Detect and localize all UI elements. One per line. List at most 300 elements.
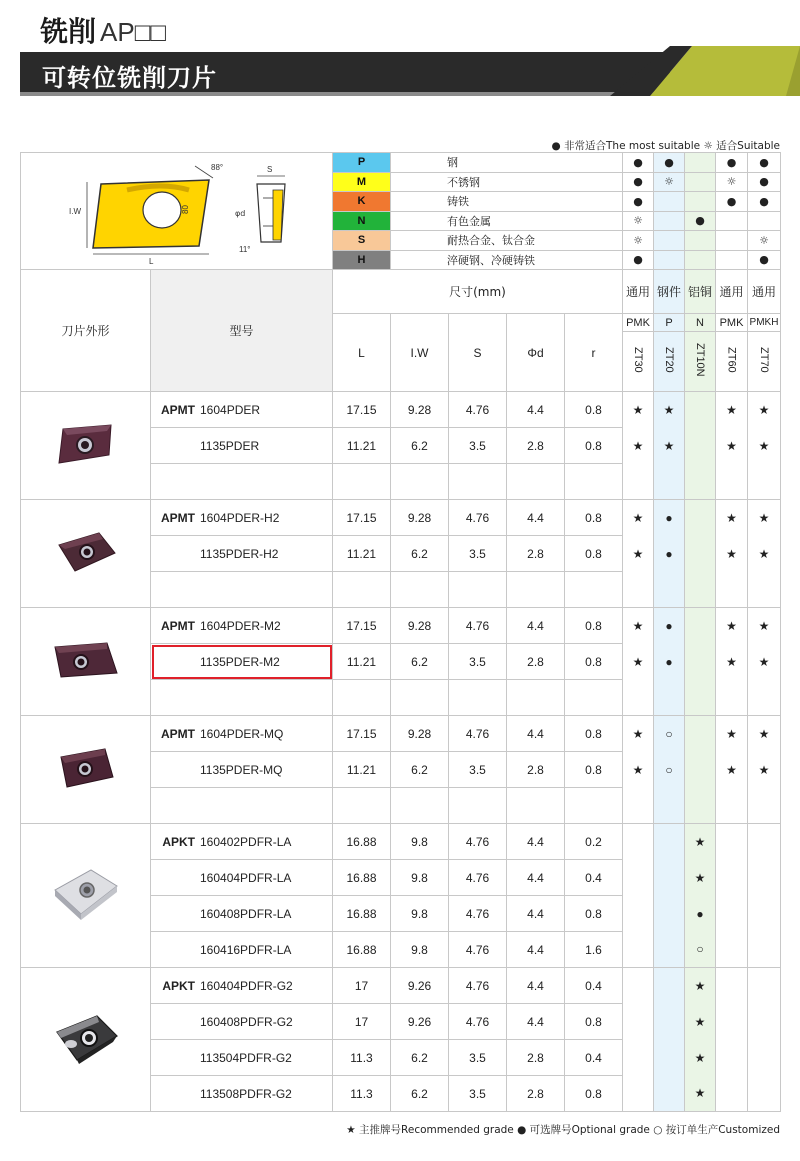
grade-mark — [685, 500, 716, 536]
model-name — [151, 824, 333, 860]
material-name: 铸铁 — [391, 192, 623, 212]
suitability-mark — [685, 153, 716, 173]
material-code: H — [333, 250, 391, 270]
dim-value: 9.8 — [391, 932, 449, 968]
dim-header-l: L — [333, 314, 391, 392]
material-name: 不锈钢 — [391, 172, 623, 192]
dim-value: 0.8 — [565, 896, 623, 932]
grade-mark — [685, 464, 716, 500]
insert-image — [21, 716, 151, 824]
grade-mark: ★ — [748, 428, 781, 464]
grade-mark — [623, 968, 654, 1004]
suitability-mark: ☼ — [623, 231, 654, 251]
title-cn: 铣削 — [40, 15, 97, 48]
dim-value: 1.6 — [565, 932, 623, 968]
dim-value: 3.5 — [449, 752, 507, 788]
insert-row — [21, 824, 781, 860]
dim-value: 0.8 — [565, 716, 623, 752]
model-name — [151, 716, 333, 752]
dim-value — [507, 464, 565, 500]
grade-mark: ★ — [623, 500, 654, 536]
grade-mark — [623, 788, 654, 824]
grade-mark — [716, 788, 748, 824]
suitability-mark — [654, 250, 685, 270]
dim-value: 11.21 — [333, 644, 391, 680]
grade-mark — [654, 860, 685, 896]
grade-mark: ★ — [623, 608, 654, 644]
model-name — [151, 608, 333, 644]
dim-value: 3.5 — [449, 428, 507, 464]
grade-mark — [654, 680, 685, 716]
model-name — [151, 1004, 333, 1040]
dim-value: 16.88 — [333, 860, 391, 896]
dim-value: 0.4 — [565, 968, 623, 1004]
dim-value: 16.88 — [333, 896, 391, 932]
material-row-p — [21, 153, 781, 173]
model-name — [151, 428, 333, 464]
dimensions-header: 尺寸(mm) — [333, 270, 623, 314]
dim-value: 4.4 — [507, 896, 565, 932]
dim-value — [565, 464, 623, 500]
grade-mark: ★ — [654, 428, 685, 464]
grade-mark: ★ — [748, 752, 781, 788]
grade-mark — [716, 464, 748, 500]
title-code: AP□□ — [100, 17, 167, 47]
dim-value: 6.2 — [391, 1076, 449, 1112]
grade-mark: ★ — [716, 752, 748, 788]
grade-mark — [623, 1004, 654, 1040]
model-prefix: APMT — [161, 510, 195, 525]
grade-mark: ★ — [685, 1004, 716, 1040]
grade-mark: ★ — [654, 392, 685, 428]
grade-mark: ★ — [748, 716, 781, 752]
grade-mark — [716, 932, 748, 968]
model-prefix: APKT — [162, 978, 195, 993]
dim-value: 0.8 — [565, 644, 623, 680]
dim-value — [333, 572, 391, 608]
dim-value: 0.8 — [565, 428, 623, 464]
model-prefix: APMT — [161, 726, 195, 741]
insert-diagram-cell — [21, 153, 333, 270]
dim-value: 17.15 — [333, 716, 391, 752]
grade-mark: ★ — [748, 392, 781, 428]
grade-type: 钢件 — [654, 270, 685, 314]
dim-value: 0.8 — [565, 1076, 623, 1112]
dim-80-label: 80 — [180, 204, 190, 214]
grade-mark: ● — [654, 608, 685, 644]
dim-value — [565, 572, 623, 608]
dim-value — [565, 680, 623, 716]
model-code: 160404PDFR-LA — [200, 870, 292, 885]
grade-mark: ★ — [748, 608, 781, 644]
grade-mark: ★ — [748, 644, 781, 680]
material-name: 钢 — [391, 153, 623, 173]
grade-mark — [685, 788, 716, 824]
dim-value: 9.26 — [391, 968, 449, 1004]
model-code: 160408PDFR-LA — [200, 906, 292, 921]
grade-mark — [685, 680, 716, 716]
dim-header-s: S — [449, 314, 507, 392]
dim-value: 4.4 — [507, 932, 565, 968]
dim-value: 9.28 — [391, 392, 449, 428]
dim-value: 0.4 — [565, 1040, 623, 1076]
grade-mark — [685, 716, 716, 752]
suitability-mark: ☼ — [716, 172, 748, 192]
grade-iso: PMK — [716, 314, 748, 332]
suitability-mark: ● — [623, 153, 654, 173]
grade-mark: ★ — [623, 536, 654, 572]
suitability-mark: ☼ — [623, 211, 654, 231]
grade-mark — [748, 824, 781, 860]
grade-mark — [716, 968, 748, 1004]
grade-mark — [716, 1076, 748, 1112]
dim-value: 4.76 — [449, 1004, 507, 1040]
grade-mark — [623, 860, 654, 896]
dim-value: 0.8 — [565, 536, 623, 572]
suitability-mark: ● — [748, 153, 781, 173]
model-name — [151, 464, 333, 500]
grade-mark — [716, 896, 748, 932]
material-code: N — [333, 211, 391, 231]
model-code: 1135PDER — [200, 438, 260, 453]
dim-value: 4.76 — [449, 824, 507, 860]
suitability-mark: ☼ — [748, 231, 781, 251]
grade-mark: ★ — [716, 536, 748, 572]
dim-value: 0.8 — [565, 1004, 623, 1040]
model-name — [151, 932, 333, 968]
dim-value: 4.76 — [449, 896, 507, 932]
suitability-mark — [654, 211, 685, 231]
grade-mark: ★ — [623, 716, 654, 752]
grade-mark: ★ — [685, 824, 716, 860]
dim-value: 11.21 — [333, 536, 391, 572]
grade-mark — [623, 464, 654, 500]
dim-value: 17.15 — [333, 500, 391, 536]
dim-value — [333, 788, 391, 824]
grade-mark — [654, 464, 685, 500]
grade-mark — [623, 896, 654, 932]
subtitle-bar — [20, 52, 670, 96]
model-code: 1604PDER — [200, 402, 261, 417]
dim-phid-label: φd — [234, 208, 245, 218]
model-name — [151, 572, 333, 608]
suitability-mark: ● — [623, 250, 654, 270]
model-code: 160404PDFR-G2 — [200, 978, 293, 993]
dim-value — [391, 572, 449, 608]
grade-mark — [748, 788, 781, 824]
grade-mark — [685, 392, 716, 428]
grade-mark: ○ — [654, 716, 685, 752]
suitability-mark — [685, 192, 716, 212]
grade-name: ZT70 — [748, 332, 781, 392]
grade-mark — [623, 932, 654, 968]
grade-mark — [685, 752, 716, 788]
model-code: 1135PDER-MQ — [200, 762, 283, 777]
grade-mark — [748, 572, 781, 608]
dim-value: 3.5 — [449, 1076, 507, 1112]
suitability-mark: ● — [748, 172, 781, 192]
material-code: M — [333, 172, 391, 192]
dim-header-r: r — [565, 314, 623, 392]
dim-value: 4.76 — [449, 968, 507, 1004]
grade-mark: ★ — [716, 644, 748, 680]
insert-row — [21, 500, 781, 536]
grade-mark: ★ — [685, 1076, 716, 1112]
model-name — [151, 500, 333, 536]
model-prefix: APMT — [161, 402, 195, 417]
grade-name: ZT20 — [654, 332, 685, 392]
grade-mark: ★ — [748, 500, 781, 536]
grade-mark — [748, 1076, 781, 1112]
grade-mark — [685, 536, 716, 572]
grade-mark — [654, 572, 685, 608]
grade-mark: ★ — [623, 428, 654, 464]
dim-value: 2.8 — [507, 1076, 565, 1112]
grade-mark — [654, 1004, 685, 1040]
grade-mark — [654, 1040, 685, 1076]
dim-value: 2.8 — [507, 536, 565, 572]
grade-mark — [716, 680, 748, 716]
grade-mark — [748, 1004, 781, 1040]
model-code: 1604PDER-MQ — [200, 726, 284, 741]
shape-header: 刀片外形 — [21, 270, 151, 392]
grade-mark: ★ — [716, 428, 748, 464]
grade-mark — [623, 824, 654, 860]
grade-type: 通用 — [623, 270, 654, 314]
grade-mark — [685, 572, 716, 608]
dim-value: 0.8 — [565, 608, 623, 644]
grade-mark — [748, 680, 781, 716]
dim-value: 3.5 — [449, 1040, 507, 1076]
suitability-mark — [748, 211, 781, 231]
dim-value: 6.2 — [391, 752, 449, 788]
dim-value: 6.2 — [391, 1040, 449, 1076]
grade-mark — [716, 1004, 748, 1040]
grade-mark: ● — [654, 500, 685, 536]
model-header: 型号 — [151, 270, 333, 392]
grade-mark — [748, 932, 781, 968]
grade-mark: ★ — [716, 608, 748, 644]
model-name — [151, 392, 333, 428]
material-code: P — [333, 153, 391, 173]
grade-name: ZT30 — [623, 332, 654, 392]
insert-image — [21, 968, 151, 1112]
subtitle: 可转位铣削刀片 — [42, 64, 217, 92]
suitability-mark — [685, 250, 716, 270]
subtitle-stripe — [20, 92, 670, 96]
grade-mark — [685, 428, 716, 464]
grade-mark — [748, 860, 781, 896]
model-name — [151, 1040, 333, 1076]
grade-mark: ★ — [685, 860, 716, 896]
dim-value: 2.8 — [507, 1040, 565, 1076]
grade-mark: ★ — [716, 500, 748, 536]
dim-header-d: Φd — [507, 314, 565, 392]
dim-value: 4.76 — [449, 716, 507, 752]
grade-iso: P — [654, 314, 685, 332]
grade-mark — [748, 1040, 781, 1076]
model-name — [151, 896, 333, 932]
dim-value: 17 — [333, 968, 391, 1004]
suitability-mark: ● — [716, 192, 748, 212]
model-name — [151, 536, 333, 572]
dim-value — [391, 788, 449, 824]
insert-image — [21, 608, 151, 716]
grade-mark — [654, 1076, 685, 1112]
dim-value: 4.4 — [507, 716, 565, 752]
dim-value: 9.28 — [391, 716, 449, 752]
grade-iso: N — [685, 314, 716, 332]
model-code: 1604PDER-M2 — [200, 618, 281, 633]
dim-l-label: L — [148, 256, 153, 266]
suitability-mark: ● — [623, 192, 654, 212]
grade-name: ZT10N — [685, 332, 716, 392]
suitability-mark — [685, 172, 716, 192]
grade-mark: ○ — [685, 932, 716, 968]
grade-mark: ★ — [685, 968, 716, 1004]
dim-value: 17.15 — [333, 392, 391, 428]
dim-value: 9.28 — [391, 500, 449, 536]
grade-mark: ★ — [623, 644, 654, 680]
dim-value: 4.4 — [507, 824, 565, 860]
model-prefix: APKT — [162, 834, 195, 849]
dim-value: 4.76 — [449, 932, 507, 968]
grade-mark — [716, 824, 748, 860]
model-name — [151, 680, 333, 716]
grade-legend: ★ 主推牌号Recommended grade ● 可选牌号Optional grade ○ 按订单生产Customized — [346, 1124, 780, 1136]
dim-value — [333, 464, 391, 500]
grade-mark — [748, 464, 781, 500]
dim-value — [507, 680, 565, 716]
dim-value: 17.15 — [333, 608, 391, 644]
dim-value — [507, 788, 565, 824]
material-name: 有色金属 — [391, 211, 623, 231]
grade-mark — [654, 968, 685, 1004]
dim-iw-label: I.W — [68, 206, 81, 216]
suitability-mark — [654, 192, 685, 212]
grade-mark: ● — [685, 896, 716, 932]
suitability-mark: ● — [654, 153, 685, 173]
grade-mark: ★ — [623, 392, 654, 428]
dim-value: 6.2 — [391, 644, 449, 680]
insert-image — [21, 500, 151, 608]
suitability-mark: ● — [748, 192, 781, 212]
dim-value: 9.8 — [391, 896, 449, 932]
suitability-mark: ● — [623, 172, 654, 192]
grade-mark — [716, 572, 748, 608]
grade-mark: ○ — [654, 752, 685, 788]
grade-mark — [654, 932, 685, 968]
model-code: 1135PDER-H2 — [200, 546, 279, 561]
dim-value — [449, 572, 507, 608]
dim-value: 0.2 — [565, 824, 623, 860]
header-row-1 — [21, 270, 781, 314]
dim-value: 16.88 — [333, 824, 391, 860]
grade-mark: ★ — [685, 1040, 716, 1076]
dim-value: 4.4 — [507, 500, 565, 536]
dim-value: 0.8 — [565, 752, 623, 788]
dim-value — [391, 680, 449, 716]
grade-mark — [623, 1040, 654, 1076]
model-name — [151, 1076, 333, 1112]
grade-type: 通用 — [748, 270, 781, 314]
grade-mark: ★ — [748, 536, 781, 572]
dim-value — [333, 680, 391, 716]
dim-header-iw: I.W — [391, 314, 449, 392]
material-code: S — [333, 231, 391, 251]
dim-value: 4.76 — [449, 860, 507, 896]
insert-row — [21, 968, 781, 1004]
model-code: 160408PDFR-G2 — [200, 1014, 293, 1029]
dim-s-label: S — [266, 164, 272, 174]
model-code: 160402PDFR-LA — [200, 834, 292, 849]
model-code: 113508PDFR-G2 — [200, 1086, 292, 1101]
dim-value: 0.4 — [565, 860, 623, 896]
grade-mark — [623, 680, 654, 716]
dim-value: 4.4 — [507, 608, 565, 644]
insert-row — [21, 392, 781, 428]
grade-name: ZT60 — [716, 332, 748, 392]
dim-value: 2.8 — [507, 428, 565, 464]
insert-image — [21, 824, 151, 968]
dim-value — [391, 464, 449, 500]
dim-value: 0.8 — [565, 392, 623, 428]
grade-mark: ● — [654, 644, 685, 680]
dim-value: 3.5 — [449, 536, 507, 572]
model-name — [151, 968, 333, 1004]
model-code: 1135PDER-M2 — [200, 654, 280, 669]
dim-value: 17 — [333, 1004, 391, 1040]
grade-mark — [654, 896, 685, 932]
dim-value — [449, 464, 507, 500]
dim-value: 4.76 — [449, 392, 507, 428]
grade-mark — [623, 1076, 654, 1112]
suitability-mark — [685, 231, 716, 251]
material-name: 耐热合金、钛合金 — [391, 231, 623, 251]
grade-mark — [748, 896, 781, 932]
insert-row — [21, 608, 781, 644]
dim-value: 11.21 — [333, 428, 391, 464]
grade-iso: PMK — [623, 314, 654, 332]
dim-value: 9.8 — [391, 824, 449, 860]
dim-value — [449, 680, 507, 716]
grade-mark: ★ — [623, 752, 654, 788]
suitability-mark: ● — [748, 250, 781, 270]
dim-value: 4.4 — [507, 968, 565, 1004]
material-name: 淬硬钢、冷硬铸铁 — [391, 250, 623, 270]
grade-type: 通用 — [716, 270, 748, 314]
grade-mark — [716, 860, 748, 896]
insert-row — [21, 716, 781, 752]
grade-mark — [716, 1040, 748, 1076]
dim-value: 4.76 — [449, 500, 507, 536]
dim-value: 2.8 — [507, 752, 565, 788]
dim-value: 6.2 — [391, 536, 449, 572]
model-code: 1604PDER-H2 — [200, 510, 280, 525]
model-prefix: APMT — [161, 618, 195, 633]
suitability-mark: ☼ — [654, 172, 685, 192]
dim-value: 9.8 — [391, 860, 449, 896]
suitability-legend: ● 非常适合The most suitable ☼ 适合Suitable — [551, 140, 780, 152]
suitability-mark — [654, 231, 685, 251]
dim-value: 4.4 — [507, 392, 565, 428]
dim-value: 4.4 — [507, 1004, 565, 1040]
model-code: 113504PDFR-G2 — [200, 1050, 292, 1065]
grade-mark — [748, 968, 781, 1004]
model-code: 160416PDFR-LA — [200, 942, 292, 957]
grade-mark: ★ — [716, 716, 748, 752]
suitability-mark: ● — [685, 211, 716, 231]
